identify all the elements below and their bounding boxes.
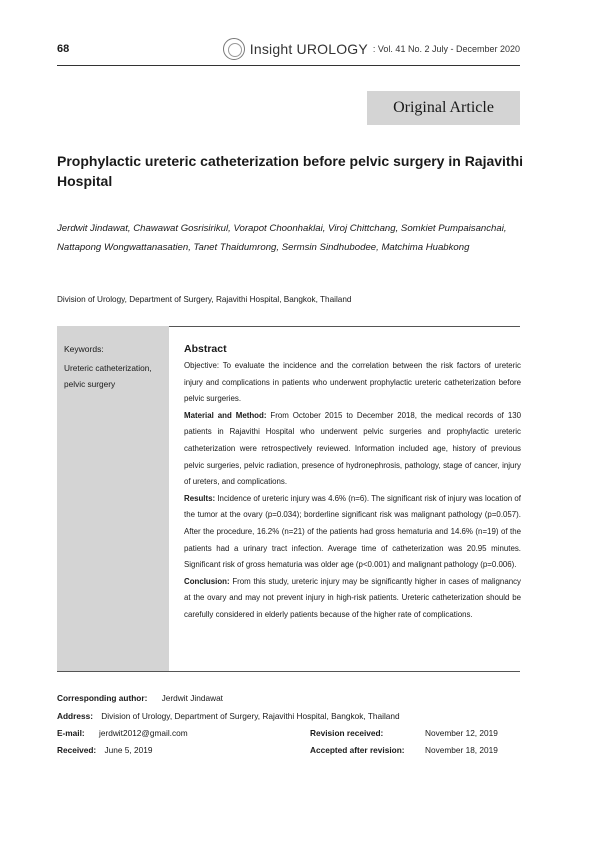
results-text: Incidence of ureteric injury was 4.6% (n=6). The significant risk of injury was location of the tumor at the ovary (p=0.034); borderline significant risk was malignant pathology (p=0.057). After the procedure, 16.2% (n=21) of the patients had gross hematuria and 14.6% (n=19) of the patients had a urinary tract infection. Average time of catheterization was 20.95 minutes. Significant risk of gross hematuria was older age (p<0.001) and malignant pathology (p=0.006). bbox=[184, 493, 521, 570]
received-value: June 5, 2019 bbox=[104, 745, 153, 755]
methods-label: Material and Method: bbox=[184, 410, 267, 420]
article-title: Prophylactic ureteric catheterization before pelvic surgery in Rajavithi Hospital bbox=[57, 153, 524, 189]
article-type-label: Original Article bbox=[393, 99, 494, 116]
abstract-bottom-divider bbox=[57, 671, 520, 672]
corresponding-value: Jerdwit Jindawat bbox=[161, 693, 223, 703]
accepted-value: November 18, 2019 bbox=[425, 745, 498, 755]
journal-seal-icon bbox=[223, 38, 245, 60]
address-label: Address: bbox=[57, 711, 93, 721]
author-list: Jerdwit Jindawat, Chawawat Gosrisirikul, Vorapot Choonhaklai, Viroj Chittchang, Somkiet Pumpaisanchai, Nattapong Wongwattanasatien, Tanet Thaidumrong, Sermsin Sindhubodee, Matchima Huabkong bbox=[57, 223, 507, 253]
journal-issue: : Vol. 41 No. 2 July - December 2020 bbox=[372, 44, 520, 54]
keywords-text: Ureteric catheterization, pelvic surgery bbox=[64, 363, 152, 389]
abstract-heading: Abstract bbox=[184, 343, 227, 355]
corresponding-author-row bbox=[57, 692, 527, 704]
header-divider bbox=[57, 65, 520, 66]
revision-value: November 12, 2019 bbox=[425, 728, 498, 738]
abstract-conclusion bbox=[184, 574, 521, 624]
article-type-badge bbox=[367, 91, 520, 125]
address-row bbox=[57, 710, 527, 722]
abstract-results bbox=[184, 491, 521, 574]
email-value[interactable]: jerdwit2012@gmail.com bbox=[98, 728, 188, 738]
email-revision-row bbox=[57, 727, 527, 739]
journal-header bbox=[223, 38, 520, 60]
abstract-objective: Objective: To evaluate the incidence and the correlation between the risk factors of ureteric injury and complications in patients who underwent prophylactic ureteric catheterization before pelvic surgeries. bbox=[184, 361, 521, 404]
affiliation: Division of Urology, Department of Surgery, Rajavithi Hospital, Bangkok, Thailand bbox=[57, 295, 352, 304]
received-accepted-row bbox=[57, 744, 527, 756]
revision-label: Revision received: bbox=[310, 728, 384, 738]
keywords-panel bbox=[57, 326, 169, 671]
abstract-methods bbox=[184, 408, 521, 491]
keywords-heading: Keywords: bbox=[64, 344, 104, 354]
corresponding-label: Corresponding author: bbox=[57, 693, 148, 703]
address-value: Division of Urology, Department of Surgery, Rajavithi Hospital, Bangkok, Thailand bbox=[101, 711, 400, 721]
received-label: Received: bbox=[57, 745, 97, 755]
abstract-section bbox=[184, 341, 521, 624]
methods-text: From October 2015 to December 2018, the medical records of 130 patients in Rajavithi Hospital who underwent pelvic surgeries and prophylactic ureteric catheterization were retrospectively reviewed. Information included age, history of previous pelvic surgeries, pelvic radiation, presence of hydronephrosis, pathology, stage of cancer, injury of ureters, and complications. bbox=[184, 410, 521, 487]
results-label: Results: bbox=[184, 493, 216, 503]
page-number: 68 bbox=[57, 43, 70, 55]
accepted-label: Accepted after revision: bbox=[310, 745, 405, 755]
conclusion-label: Conclusion: bbox=[184, 576, 230, 586]
journal-name: Insight UROLOGY bbox=[249, 41, 368, 57]
conclusion-text: From this study, ureteric injury may be significantly higher in cases of malignancy at the ovary and may not prevent injury in high-risk patients. Ureteric catheterization should be carefully considered in elderly patients because of the higher rate of complications. bbox=[184, 576, 521, 619]
email-label: E-mail: bbox=[57, 728, 85, 738]
